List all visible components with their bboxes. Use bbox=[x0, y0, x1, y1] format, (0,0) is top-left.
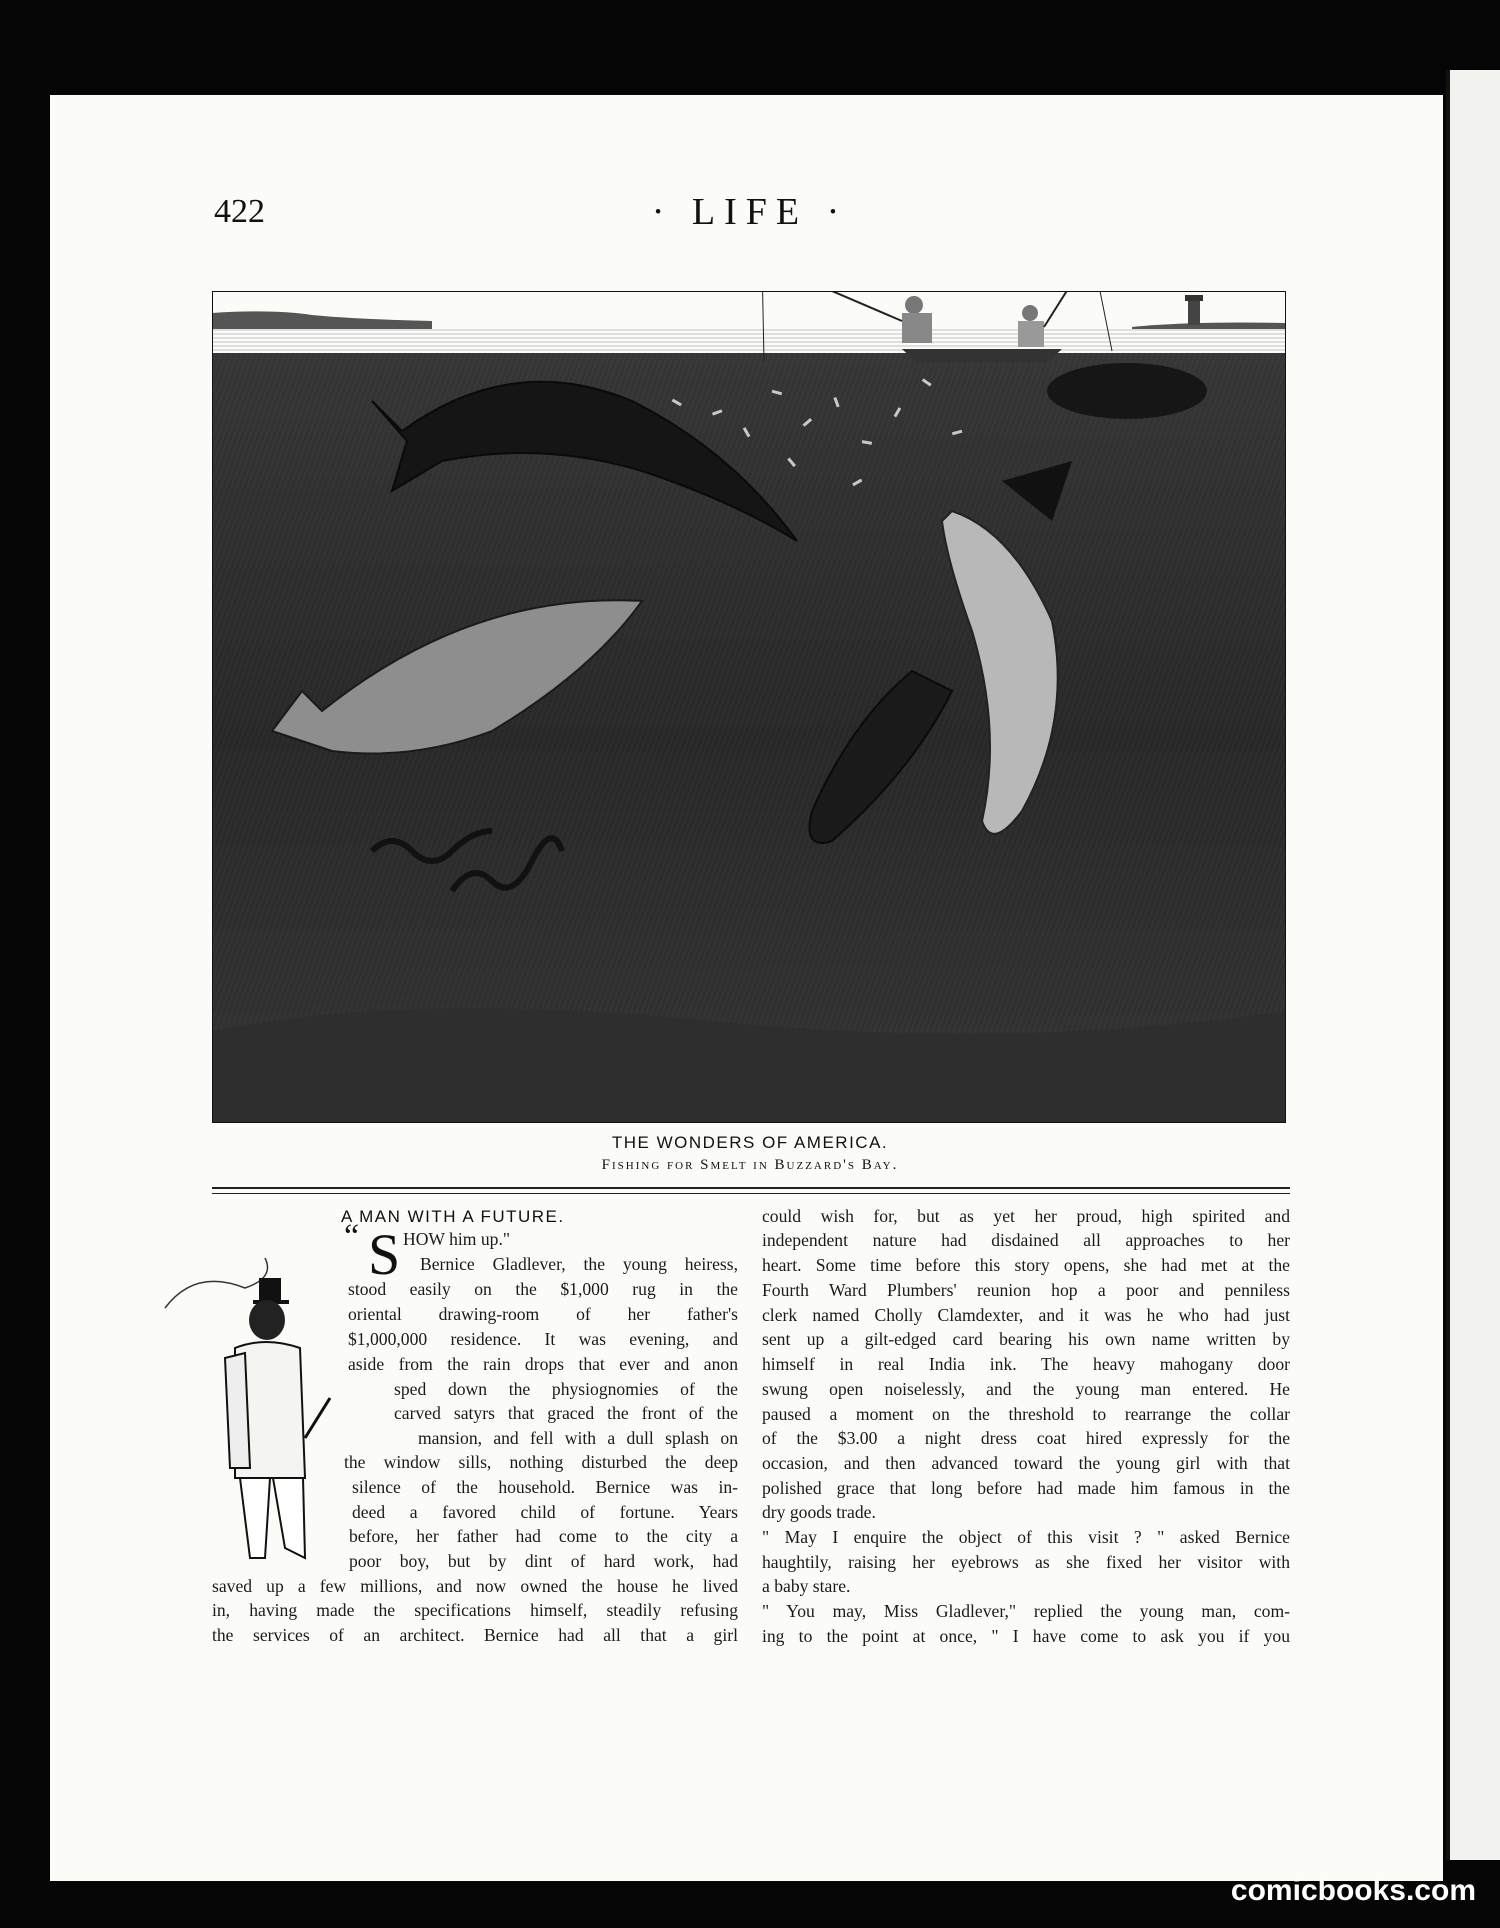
column-1-line: HOW him up." bbox=[403, 1229, 511, 1249]
column-2-line: heart. Some time before this story opens, she had met at the bbox=[762, 1255, 1290, 1275]
column-2-line: clerk named Cholly Clamdexter, and it was he who had just bbox=[762, 1305, 1290, 1325]
column-1-line: sped down the physiognomies of the bbox=[394, 1379, 738, 1399]
drop-cap-letter: S bbox=[368, 1222, 401, 1287]
column-1-line: in, having made the specifications himself, steadily refusing bbox=[212, 1600, 738, 1620]
divider-rule-thin bbox=[212, 1193, 1290, 1194]
column-2-line: haughtily, raising her eyebrows as she fixed her visitor with bbox=[762, 1552, 1290, 1572]
column-1-line: mansion, and fell with a dull splash on bbox=[418, 1428, 738, 1448]
column-1-line: poor boy, but by dint of hard work, had bbox=[349, 1551, 738, 1571]
column-2-line: dry goods trade. bbox=[762, 1502, 876, 1522]
column-1-line: the services of an architect. Bernice had all that a girl bbox=[212, 1625, 738, 1645]
illustration-caption-title: THE WONDERS OF AMERICA. bbox=[611, 1133, 889, 1152]
article-title: A MAN WITH A FUTURE. bbox=[341, 1207, 565, 1226]
column-1-line: silence of the household. Bernice was in- bbox=[352, 1477, 738, 1497]
next-page-edge bbox=[1446, 70, 1500, 1860]
column-1-line: stood easily on the $1,000 rug in the bbox=[348, 1279, 738, 1299]
opening-quote-mark: “ bbox=[344, 1218, 360, 1255]
column-2-line: a baby stare. bbox=[762, 1576, 851, 1596]
illustration-fishing-scene bbox=[212, 291, 1286, 1123]
seal-shape bbox=[1047, 363, 1207, 419]
column-2-line: could wish for, but as yet her proud, high spirited and bbox=[762, 1206, 1290, 1226]
column-2-line: " You may, Miss Gladlever," replied the young man, com- bbox=[762, 1601, 1290, 1621]
column-2-line: " May I enquire the object of this visit ? " asked Bernice bbox=[762, 1527, 1290, 1547]
column-1-line: before, her father had come to the city a bbox=[349, 1526, 738, 1546]
illustration-caption-subtitle: Fishing for Smelt in Buzzard's Bay. bbox=[601, 1157, 899, 1173]
divider-rule bbox=[212, 1187, 1290, 1189]
column-2-line: himself in real India ink. The heavy mahogany door bbox=[762, 1354, 1290, 1374]
column-2-line: of the $3.00 a night dress coat hired expressly for the bbox=[762, 1428, 1290, 1448]
masthead-title: · LIFE · bbox=[651, 191, 849, 233]
column-2-line: polished grace that long before had made him famous in the bbox=[762, 1478, 1290, 1498]
column-2-line: occasion, and then advanced toward the young girl with that bbox=[762, 1453, 1290, 1473]
column-2-line: ing to the point at once, " I have come to ask you if you bbox=[762, 1626, 1290, 1646]
column-1-line: $1,000,000 residence. It was evening, and bbox=[348, 1329, 738, 1349]
column-1-line: Bernice Gladlever, the young heiress, bbox=[420, 1254, 738, 1274]
column-1-line: aside from the rain drops that ever and anon bbox=[348, 1354, 738, 1374]
column-2-line: paused a moment on the threshold to rearrange the collar bbox=[762, 1404, 1290, 1424]
column-2-line: independent nature had disdained all approaches to her bbox=[762, 1230, 1290, 1250]
column-1-line: carved satyrs that graced the front of the bbox=[394, 1403, 738, 1423]
column-1-line: deed a favored child of fortune. Years bbox=[352, 1502, 738, 1522]
column-1-line: saved up a few millions, and now owned the house he lived bbox=[212, 1576, 738, 1596]
column-1-line: oriental drawing-room of her father's bbox=[348, 1304, 738, 1324]
watermark-text: comicbooks.com bbox=[1230, 1874, 1476, 1907]
column-2-line: sent up a gilt-edged card bearing his own name written by bbox=[762, 1329, 1290, 1349]
column-2-line: swung open noiselessly, and the young man entered. He bbox=[762, 1379, 1290, 1399]
cartoon-top-hat-man bbox=[155, 1228, 355, 1578]
page-number: 422 bbox=[214, 193, 265, 230]
column-1-line: the window sills, nothing disturbed the deep bbox=[344, 1452, 738, 1472]
column-2-line: Fourth Ward Plumbers' reunion hop a poor and penniless bbox=[762, 1280, 1290, 1300]
